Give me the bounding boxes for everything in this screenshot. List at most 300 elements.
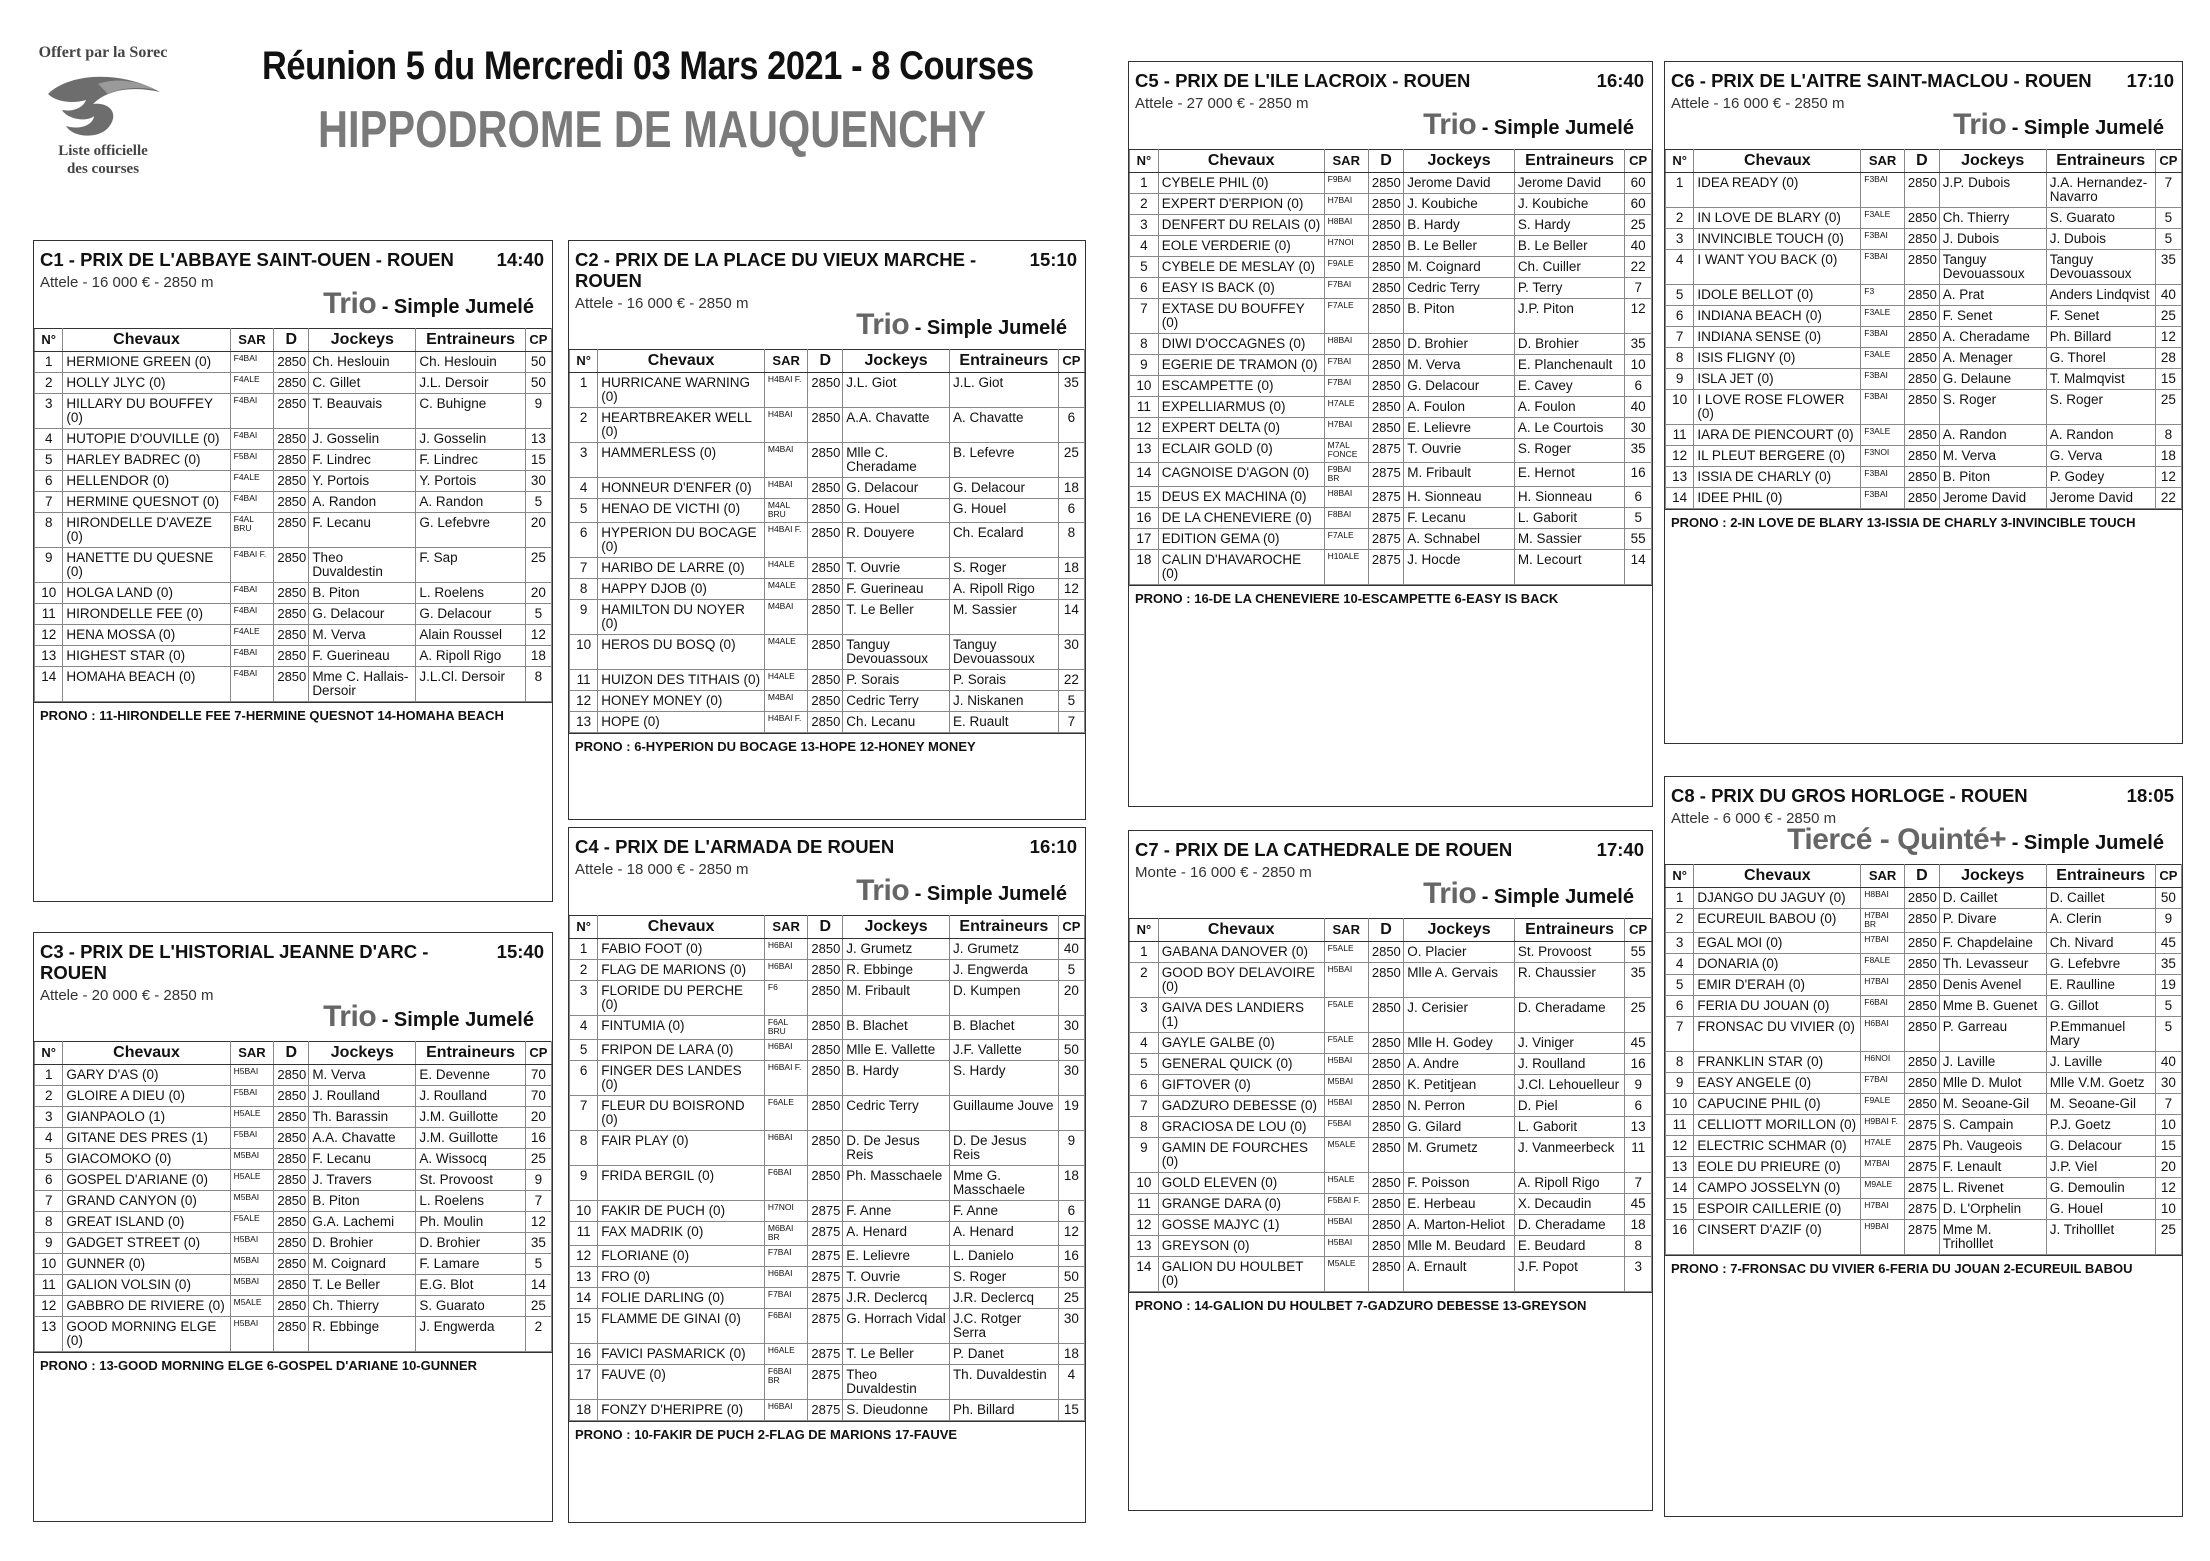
- runner-number: 12: [570, 1246, 598, 1267]
- distance: 2850: [274, 1086, 309, 1107]
- horse-name: HUTOPIE D'OUVILLE (0): [63, 429, 230, 450]
- distance: 2850: [274, 1275, 309, 1296]
- table-header-row: [35, 329, 552, 352]
- runner-number: 4: [570, 1016, 598, 1040]
- runner-number: 15: [1666, 1199, 1694, 1220]
- horse-name: FLEUR DU BOISROND (0): [598, 1096, 765, 1131]
- jockey-name: T. Ouvrie: [1404, 439, 1515, 463]
- trainer-name: Tanguy Devouassoux: [2046, 250, 2155, 285]
- trainer-name: Th. Duvaldestin: [949, 1365, 1058, 1400]
- table-row: [1130, 1236, 1652, 1257]
- race-card-c3: [33, 932, 553, 1522]
- cote: 12: [525, 625, 551, 646]
- jockey-name: A. Marton-Heliot: [1404, 1215, 1515, 1236]
- sar-code: M7AL FONCE: [1324, 439, 1368, 463]
- race-card-c5: [1128, 61, 1653, 807]
- cote: 25: [2155, 306, 2181, 327]
- jockey-name: T. Beauvais: [309, 394, 416, 429]
- column-header-horse: Chevaux: [1158, 150, 1324, 173]
- distance: 2850: [1368, 257, 1403, 278]
- table-row: [570, 408, 1085, 443]
- trainer-name: Alain Roussel: [416, 625, 525, 646]
- race-conditions: Attele - 6 000 € - 2850 m: [1671, 810, 1837, 827]
- column-header-trainer: Entraineurs: [416, 1042, 525, 1065]
- runner-number: 9: [1666, 1073, 1694, 1094]
- trainer-name: M. Sassier: [1514, 529, 1625, 550]
- horse-name: FRIPON DE LARA (0): [598, 1040, 765, 1061]
- bet-main: Trio: [323, 287, 377, 320]
- distance: 2850: [1368, 215, 1403, 236]
- race-title: C2 - PRIX DE LA PLACE DU VIEUX MARCHE - ROUEN: [575, 249, 977, 291]
- horse-name: HURRICANE WARNING (0): [598, 373, 765, 408]
- horse-name: IDEA READY (0): [1694, 173, 1861, 208]
- horse-name: HARIBO DE LARRE (0): [598, 558, 765, 579]
- column-header-num: N°: [35, 329, 63, 352]
- distance: 2850: [808, 373, 843, 408]
- cote: 25: [525, 548, 551, 583]
- bet-secondary: - Simple Jumelé: [1476, 117, 1634, 139]
- jockey-name: R. Douyere: [843, 523, 950, 558]
- trainer-name: J. Laville: [2046, 1052, 2155, 1073]
- trainer-name: A. Randon: [2046, 425, 2155, 446]
- horse-name: EDITION GEMA (0): [1158, 529, 1324, 550]
- jockey-name: M. Verva: [309, 625, 416, 646]
- jockey-name: B. Piton: [309, 1191, 416, 1212]
- table-row: [1666, 173, 2182, 208]
- horse-name: GABBRO DE RIVIERE (0): [63, 1296, 230, 1317]
- trainer-name: J.M. Guillotte: [416, 1107, 525, 1128]
- cote: 7: [2155, 1094, 2181, 1115]
- trainer-name: F. Lamare: [416, 1254, 525, 1275]
- trainer-name: Tanguy Devouassoux: [949, 635, 1058, 670]
- column-header-cp: CP: [1058, 916, 1084, 939]
- runner-number: 7: [35, 492, 63, 513]
- trainer-name: E. Ruault: [949, 712, 1058, 733]
- runner-number: 1: [1130, 942, 1159, 963]
- table-row: [35, 1212, 552, 1233]
- distance: 2850: [274, 1149, 309, 1170]
- distance: 2850: [274, 1317, 309, 1352]
- horse-name: HILLARY DU BOUFFEY (0): [63, 394, 230, 429]
- sar-code: F7ALE: [1324, 299, 1368, 334]
- jockey-name: R. Ebbinge: [309, 1317, 416, 1352]
- sar-code: H5BAI: [1324, 1215, 1368, 1236]
- horse-name: HOMAHA BEACH (0): [63, 667, 230, 702]
- column-header-trainer: Entraineurs: [416, 329, 525, 352]
- race-header: [1665, 62, 2182, 91]
- horse-name: HONEY MONEY (0): [598, 691, 765, 712]
- table-row: [1666, 888, 2182, 909]
- bet-main: Trio: [323, 1000, 377, 1033]
- jockey-name: G. Horrach Vidal: [843, 1309, 950, 1344]
- cote: 15: [2155, 369, 2181, 390]
- cote: 40: [2155, 285, 2181, 306]
- race-title: C3 - PRIX DE L'HISTORIAL JEANNE D'ARC - ROUEN: [40, 941, 429, 983]
- trainer-name: A. Ripoll Rigo: [949, 579, 1058, 600]
- bet-main: Trio: [856, 874, 910, 907]
- distance: 2850: [808, 981, 843, 1016]
- table-row: [1130, 963, 1652, 998]
- table-row: [570, 981, 1085, 1016]
- distance: 2850: [1904, 1052, 1939, 1073]
- table-row: [1130, 529, 1652, 550]
- sar-code: H6BAI: [764, 1400, 808, 1421]
- bet-secondary: - Simple Jumelé: [376, 296, 534, 318]
- sar-code: F3ALE: [1861, 425, 1905, 446]
- cote: 35: [525, 1233, 551, 1254]
- sar-code: F5ALE: [1324, 1033, 1368, 1054]
- trainer-name: E. Planchenault: [1514, 355, 1625, 376]
- cote: 15: [1058, 1400, 1084, 1421]
- table-row: [570, 1309, 1085, 1344]
- cote: 55: [1625, 529, 1652, 550]
- jockey-name: P. Divare: [1939, 909, 2046, 933]
- distance: 2850: [274, 1170, 309, 1191]
- trainer-name: Anders Lindqvist: [2046, 285, 2155, 306]
- trainer-name: L. Gaborit: [1514, 1117, 1625, 1138]
- prono-line: PRONO : 16-DE LA CHENEVIERE 10-ESCAMPETTE 6-EASY IS BACK: [1129, 585, 1652, 612]
- horse-name: EXPELLIARMUS (0): [1158, 397, 1324, 418]
- sar-code: H5BAI: [1324, 1096, 1368, 1117]
- cote: 55: [1625, 942, 1652, 963]
- distance: 2850: [808, 960, 843, 981]
- horse-name: I WANT YOU BACK (0): [1694, 250, 1861, 285]
- runner-number: 2: [35, 373, 63, 394]
- cote: 7: [525, 1191, 551, 1212]
- cote: 9: [525, 1170, 551, 1191]
- jockey-name: D. L'Orphelin: [1939, 1199, 2046, 1220]
- distance: 2850: [274, 548, 309, 583]
- sar-code: F4BAI: [230, 352, 274, 373]
- distance: 2850: [274, 625, 309, 646]
- race-time: 17:40: [1596, 839, 1644, 860]
- sar-code: F8ALE: [1861, 954, 1905, 975]
- table-row: [1130, 334, 1652, 355]
- distance: 2875: [808, 1246, 843, 1267]
- runner-number: 13: [570, 712, 598, 733]
- trainer-name: J. Engwerda: [949, 960, 1058, 981]
- trainer-name: M. Seoane-Gil: [2046, 1094, 2155, 1115]
- jockey-name: J. Laville: [1939, 1052, 2046, 1073]
- sar-code: F4BAI: [230, 646, 274, 667]
- bet-secondary: - Simple Jumelé: [909, 883, 1067, 905]
- distance: 2850: [808, 1166, 843, 1201]
- race-title: C4 - PRIX DE L'ARMADA DE ROUEN: [575, 836, 895, 857]
- jockey-name: Jerome David: [1404, 173, 1515, 194]
- runner-number: 11: [1666, 1115, 1694, 1136]
- horse-name: FLORIANE (0): [598, 1246, 765, 1267]
- sar-code: F3BAI: [1861, 369, 1905, 390]
- sar-code: H7NOI: [764, 1201, 808, 1222]
- jockey-name: Ch. Heslouin: [309, 352, 416, 373]
- trainer-name: D. Caillet: [2046, 888, 2155, 909]
- cote: 6: [1058, 1201, 1084, 1222]
- cote: 18: [1058, 1166, 1084, 1201]
- cote: 45: [2155, 933, 2181, 954]
- cote: 18: [1058, 1344, 1084, 1365]
- trainer-name: G. Demoulin: [2046, 1178, 2155, 1199]
- distance: 2875: [1368, 487, 1403, 508]
- horse-name: HIRONDELLE D'AVEZE (0): [63, 513, 230, 548]
- bet-main: Trio: [856, 308, 910, 341]
- cote: 7: [1058, 712, 1084, 733]
- table-row: [570, 1222, 1085, 1246]
- jockey-name: Mlle C. Cheradame: [843, 443, 950, 478]
- sar-code: M6BAI BR: [764, 1222, 808, 1246]
- trainer-name: E.G. Blot: [416, 1275, 525, 1296]
- horse-name: EGERIE DE TRAMON (0): [1158, 355, 1324, 376]
- runner-number: 6: [35, 471, 63, 492]
- sar-code: H4BAI F.: [764, 373, 808, 408]
- distance: 2850: [274, 1254, 309, 1275]
- table-row: [1130, 1075, 1652, 1096]
- cote: 22: [1058, 670, 1084, 691]
- column-header-horse: Chevaux: [63, 1042, 230, 1065]
- runner-number: 14: [570, 1288, 598, 1309]
- race-conditions: Attele - 27 000 € - 2850 m: [1135, 95, 1309, 112]
- table-header-row: [1666, 865, 2182, 888]
- column-header-cp: CP: [525, 329, 551, 352]
- trainer-name: P. Godey: [2046, 467, 2155, 488]
- race-header: [34, 241, 552, 270]
- horse-name: GOLD ELEVEN (0): [1158, 1173, 1324, 1194]
- cote: 12: [2155, 327, 2181, 348]
- sar-code: H4BAI: [764, 478, 808, 499]
- table-row: [570, 1267, 1085, 1288]
- horse-name: HYPERION DU BOCAGE (0): [598, 523, 765, 558]
- trainer-name: A. Le Courtois: [1514, 418, 1625, 439]
- horse-name: FLORIDE DU PERCHE (0): [598, 981, 765, 1016]
- trainer-name: M. Sassier: [949, 600, 1058, 635]
- sar-code: F6BAI: [1861, 996, 1905, 1017]
- table-row: [570, 1131, 1085, 1166]
- race-title: C7 - PRIX DE LA CATHEDRALE DE ROUEN: [1135, 839, 1513, 860]
- table-row: [1666, 446, 2182, 467]
- horse-name: GENERAL QUICK (0): [1158, 1054, 1324, 1075]
- sar-code: H6BAI: [764, 1131, 808, 1166]
- table-row: [1666, 348, 2182, 369]
- table-row: [35, 1107, 552, 1128]
- jockey-name: F. Lenault: [1939, 1157, 2046, 1178]
- cote: 5: [2155, 229, 2181, 250]
- sar-code: F7BAI: [764, 1246, 808, 1267]
- race-card-c6: [1664, 61, 2183, 744]
- column-header-sar: SAR: [230, 329, 274, 352]
- distance: 2850: [1904, 975, 1939, 996]
- logo-caption-top: Offert par la Sorec: [38, 44, 168, 61]
- table-row: [1666, 390, 2182, 425]
- bet-secondary: - Simple Jumelé: [1476, 886, 1634, 908]
- race-header: [34, 933, 552, 983]
- sar-code: F3BAI: [1861, 467, 1905, 488]
- distance: 2850: [1368, 963, 1403, 998]
- column-header-num: N°: [1666, 865, 1694, 888]
- runner-number: 10: [1130, 1173, 1159, 1194]
- jockey-name: Theo Duvaldestin: [843, 1365, 950, 1400]
- sar-code: M5ALE: [1324, 1257, 1368, 1292]
- jockey-name: Th. Levasseur: [1939, 954, 2046, 975]
- distance: 2850: [1904, 390, 1939, 425]
- cote: 25: [525, 1149, 551, 1170]
- distance: 2850: [274, 1296, 309, 1317]
- runner-number: 16: [1666, 1220, 1694, 1255]
- trainer-name: Ch. Ecalard: [949, 523, 1058, 558]
- bet-main: Trio: [1423, 877, 1477, 910]
- sar-code: F7BAI: [764, 1288, 808, 1309]
- trainer-name: J. Koubiche: [1514, 194, 1625, 215]
- table-row: [1666, 1157, 2182, 1178]
- distance: 2850: [1368, 355, 1403, 376]
- runner-number: 4: [1666, 954, 1694, 975]
- sar-code: M5BAI: [1324, 1075, 1368, 1096]
- table-row: [570, 960, 1085, 981]
- trainer-name: J. Viniger: [1514, 1033, 1625, 1054]
- horse-name: HONNEUR D'ENFER (0): [598, 478, 765, 499]
- trainer-name: L. Roelens: [416, 583, 525, 604]
- distance: 2850: [808, 1016, 843, 1040]
- race-header: [1665, 777, 2182, 806]
- table-row: [35, 1296, 552, 1317]
- runner-number: 3: [1130, 998, 1159, 1033]
- bet-types: [569, 310, 1085, 349]
- race-time: 15:10: [1029, 249, 1077, 270]
- distance: 2850: [1904, 467, 1939, 488]
- sar-code: M4BAI: [764, 600, 808, 635]
- horse-name: DENFERT DU RELAIS (0): [1158, 215, 1324, 236]
- table-row: [570, 1166, 1085, 1201]
- horse-name: GALION VOLSIN (0): [63, 1275, 230, 1296]
- trainer-name: Guillaume Jouve: [949, 1096, 1058, 1131]
- sar-code: H7BAI: [1324, 418, 1368, 439]
- trainer-name: M. Lecourt: [1514, 550, 1625, 585]
- table-row: [1666, 1136, 2182, 1157]
- distance: 2850: [1904, 488, 1939, 509]
- sar-code: F7BAI: [1861, 1073, 1905, 1094]
- table-row: [35, 1086, 552, 1107]
- jockey-name: A. Cheradame: [1939, 327, 2046, 348]
- jockey-name: A. Schnabel: [1404, 529, 1515, 550]
- runner-number: 8: [1130, 334, 1159, 355]
- table-row: [1130, 1054, 1652, 1075]
- jockey-name: F. Senet: [1939, 306, 2046, 327]
- cote: 16: [1625, 1054, 1652, 1075]
- trainer-name: Ph. Moulin: [416, 1212, 525, 1233]
- trainer-name: G. Delacour: [2046, 1136, 2155, 1157]
- table-row: [35, 492, 552, 513]
- sar-code: M4BAI: [764, 691, 808, 712]
- trainer-name: L. Danielo: [949, 1246, 1058, 1267]
- bet-types: [1665, 825, 2182, 864]
- runner-number: 13: [570, 1267, 598, 1288]
- cote: 30: [1058, 1061, 1084, 1096]
- jockey-name: F. Poisson: [1404, 1173, 1515, 1194]
- horse-name: FINTUMIA (0): [598, 1016, 765, 1040]
- table-row: [35, 1191, 552, 1212]
- column-header-jockey: Jockeys: [309, 329, 416, 352]
- distance: 2850: [1368, 376, 1403, 397]
- trainer-name: E. Cavey: [1514, 376, 1625, 397]
- table-row: [570, 1288, 1085, 1309]
- runner-number: 5: [570, 499, 598, 523]
- runner-number: 1: [570, 373, 598, 408]
- table-row: [35, 450, 552, 471]
- trainer-name: J. Grumetz: [949, 939, 1058, 960]
- column-header-jockey: Jockeys: [1939, 865, 2046, 888]
- race-card-c7: [1128, 830, 1653, 1511]
- jockey-name: M. Grumetz: [1404, 1138, 1515, 1173]
- jockey-name: Mme C. Hallais-Dersoir: [309, 667, 416, 702]
- sar-code: H6BAI: [764, 1040, 808, 1061]
- column-header-horse: Chevaux: [1694, 150, 1861, 173]
- runner-number: 2: [1130, 963, 1159, 998]
- cote: 12: [2155, 467, 2181, 488]
- horse-name: DONARIA (0): [1694, 954, 1861, 975]
- distance: 2850: [1904, 173, 1939, 208]
- jockey-name: S. Dieudonne: [843, 1400, 950, 1421]
- runner-number: 16: [1130, 508, 1159, 529]
- runner-number: 1: [35, 1065, 63, 1086]
- distance: 2850: [1368, 236, 1403, 257]
- sar-code: F8BAI: [1324, 508, 1368, 529]
- table-row: [1130, 397, 1652, 418]
- runner-number: 1: [570, 939, 598, 960]
- trainer-name: Ph. Billard: [2046, 327, 2155, 348]
- table-row: [570, 1246, 1085, 1267]
- distance: 2850: [1368, 942, 1403, 963]
- sar-code: F3BAI: [1861, 390, 1905, 425]
- sar-code: F6AL BRU: [764, 1016, 808, 1040]
- jockey-name: B. Hardy: [1404, 215, 1515, 236]
- trainer-name: Ch. Cuiller: [1514, 257, 1625, 278]
- jockey-name: Mlle D. Mulot: [1939, 1073, 2046, 1094]
- runner-number: 12: [1130, 418, 1159, 439]
- trainer-name: D. De Jesus Reis: [949, 1131, 1058, 1166]
- distance: 2850: [1904, 285, 1939, 306]
- distance: 2850: [274, 513, 309, 548]
- table-row: [35, 548, 552, 583]
- distance: 2850: [1904, 909, 1939, 933]
- cote: 16: [525, 1128, 551, 1149]
- horse-name: INVINCIBLE TOUCH (0): [1694, 229, 1861, 250]
- horse-name: FAVICI PASMARICK (0): [598, 1344, 765, 1365]
- cote: 35: [1058, 373, 1084, 408]
- runners-table: [1129, 149, 1652, 585]
- cote: 25: [2155, 1220, 2181, 1255]
- horse-name: HENA MOSSA (0): [63, 625, 230, 646]
- distance: 2875: [808, 1288, 843, 1309]
- distance: 2850: [808, 939, 843, 960]
- distance: 2850: [1904, 250, 1939, 285]
- trainer-name: A. Henard: [949, 1222, 1058, 1246]
- cote: 30: [2155, 1073, 2181, 1094]
- trainer-name: S. Roger: [2046, 390, 2155, 425]
- sar-code: H5BAI: [230, 1317, 274, 1352]
- runner-number: 11: [570, 1222, 598, 1246]
- table-row: [1130, 418, 1652, 439]
- trainer-name: S. Hardy: [1514, 215, 1625, 236]
- jockey-name: M. Verva: [1939, 446, 2046, 467]
- bet-main: Tiercé - Quinté+: [1787, 823, 2007, 856]
- distance: 2850: [274, 429, 309, 450]
- distance: 2850: [1904, 1094, 1939, 1115]
- column-header-dist: D: [1904, 865, 1939, 888]
- jockey-name: B. Piton: [1404, 299, 1515, 334]
- trainer-name: D. Brohier: [1514, 334, 1625, 355]
- column-header-cp: CP: [1625, 919, 1652, 942]
- sar-code: H5ALE: [1324, 1173, 1368, 1194]
- trainer-name: J. Vanmeerbeck: [1514, 1138, 1625, 1173]
- runner-number: 15: [570, 1309, 598, 1344]
